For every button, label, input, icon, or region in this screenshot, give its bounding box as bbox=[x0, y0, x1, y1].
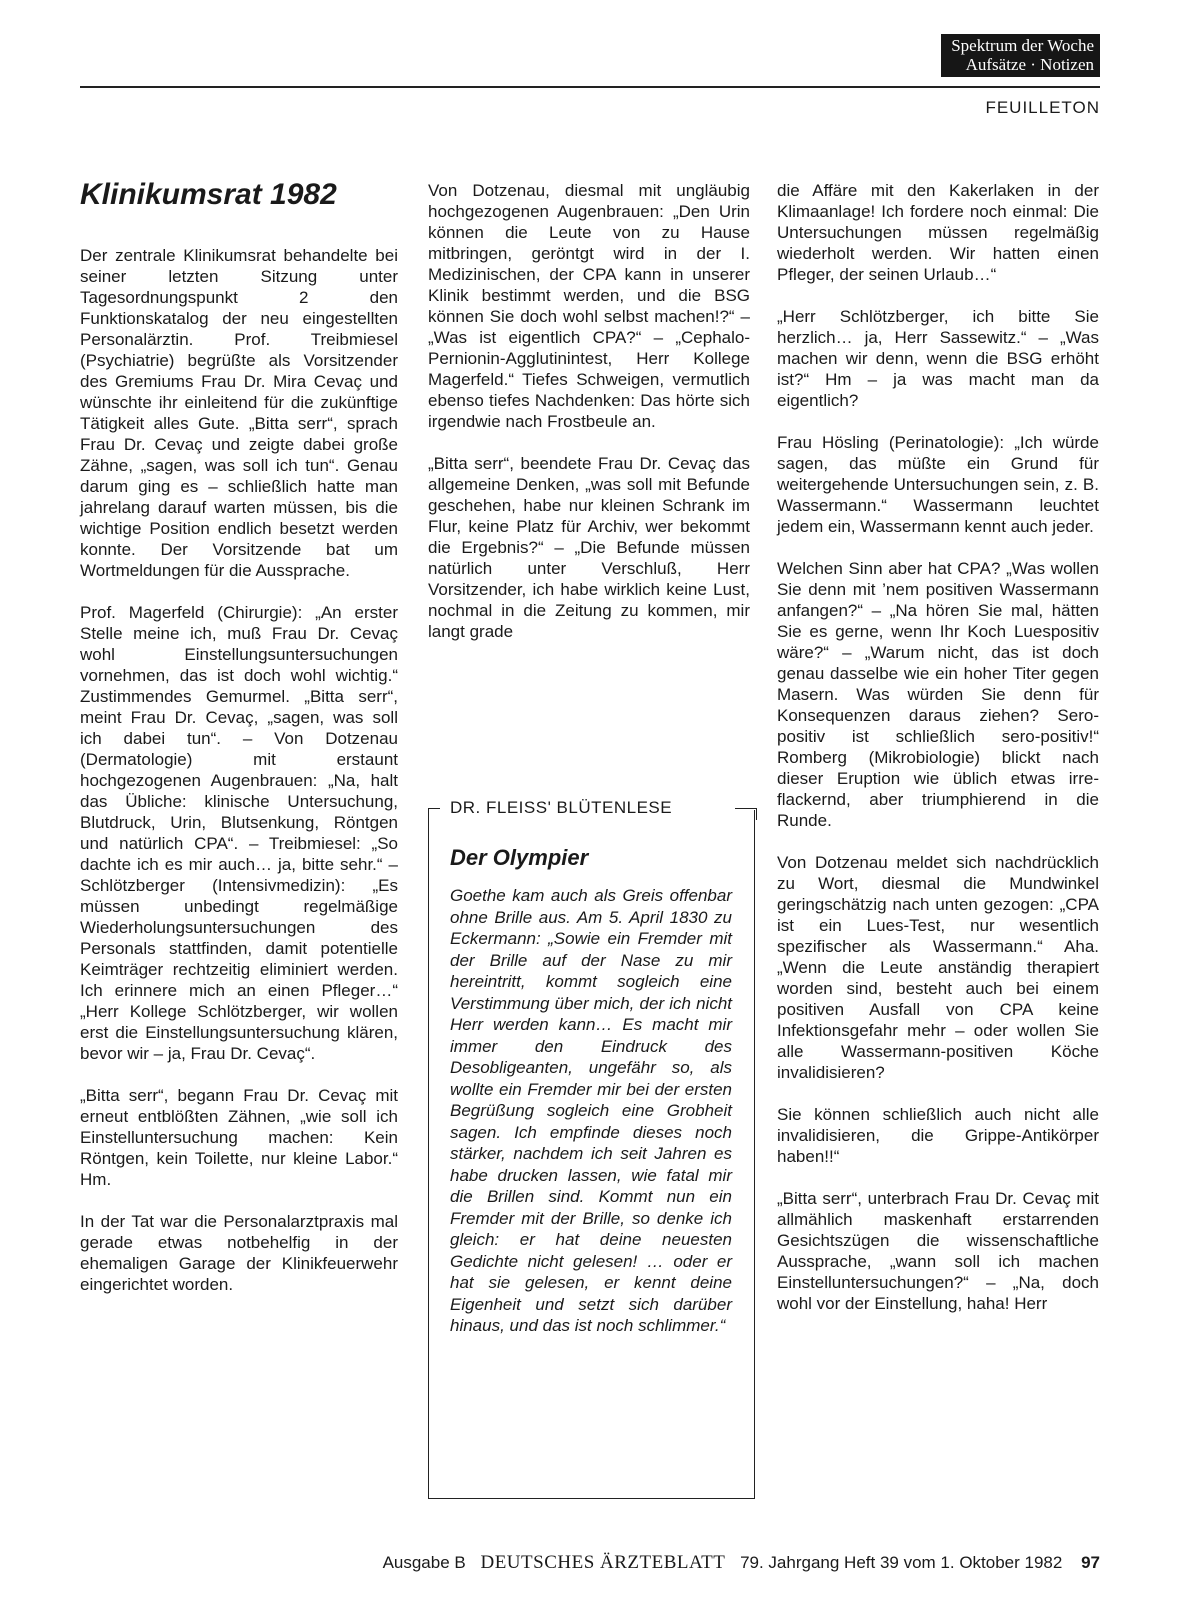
paragraph: Frau Hösling (Perinatologie): „Ich würde sagen, das müßte ein Grund für weitergehende Untersuchungen sein, z. B. Wassermann.“ Wassermann leuchtet jedem ein, Wassermann kennt auch jeder. bbox=[777, 433, 1099, 536]
paragraph: „Bitta serr“, unterbrach Frau Dr. Cevaç mit allmählich maskenhaft erstarrenden Gesichtszügen die wissenschaftliche Aussprache, „wann soll ich machen Einstelluntersuchungen?“ – „Na, doch wohl vor der Einstellung, haha! Herr bbox=[777, 1189, 1099, 1313]
footer-edition: Ausgabe B bbox=[382, 1553, 466, 1572]
section-badge bbox=[941, 34, 1100, 77]
sidebar-box-title: Der Olympier bbox=[450, 845, 589, 870]
footer-magazine: DEUTSCHES ÄRZTEBLATT bbox=[480, 1552, 726, 1573]
paragraph: Von Dotzenau, diesmal mit ungläubig hochgezogenen Augenbrauen: „Den Urin können die Leute von zu Hause mitbringen, geröntgt wird in der I. Medizinischen, der CPA kann in unserer Klinik bestimmt werden, und die BSG können Sie doch wohl selbst machen!?“ – „Was ist eigentlich CPA?“ – „Cephalo-Pernionin-Agglutinintest, Herr Kollege Magerfeld.“ Tiefes Schweigen, vermutlich ebenso tiefes Nachdenken: Das hörte sich irgendwie nach Frostbeule an. bbox=[428, 181, 750, 431]
badge-line-2: Aufsätze · Notizen bbox=[965, 55, 1094, 74]
paragraph: Prof. Magerfeld (Chirurgie): „An erster Stelle meine ich, muß Frau Dr. Cevaç wohl Einstellungsuntersuchungen vornehmen, das ist doch wohl wichtig.“ Zustimmendes Gemurmel. „Bitta serr“, meint Frau Dr. Cevaç, „sagen, was soll ich dabei tun“. – Von Dotzenau (Dermatologie) mit erstaunt hochgezogenen Augenbrauen: „Na, halt das Übliche: klinische Untersuchung, Blutdruck, Urin, Blutsenkung, Röntgen und natürlich CPA“. – Treibmiesel: „So dachte ich es mir auch… ja, bitte sehr.“ – Schlötzberger (Intensivmedizin): „Es müssen unbedingt regelmäßige Wiederholungsuntersuchungen des Personals stattfinden, damit potentielle Keimträger rechtzeitig eliminiert werden. Ich erinnere mich an einen Pfleger…“ „Herr Kollege Schlötzberger, wir wollen erst die Einstellungsuntersuchung klären, bevor wir – ja, Frau Dr. Cevaç“. bbox=[80, 603, 398, 1063]
sidebar-box-kicker: DR. FLEISS' BLÜTENLESE bbox=[446, 798, 676, 818]
section-label: FEUILLETON bbox=[985, 98, 1100, 117]
paragraph: die Affäre mit den Kakerlaken in der Klimaanlage! Ich fordere noch einmal: Die Untersuchungen müssen regelmäßig wiederholt werden. Wir hatten einen Pfleger, der seinen Urlaub…“ bbox=[777, 181, 1099, 284]
page-footer bbox=[383, 1552, 1100, 1574]
paragraph: Von Dotzenau meldet sich nachdrücklich zu Wort, diesmal die Mundwinkel geringschätzig nach unten gezogen: „CPA ist ein Lues-Test, nur wesentlich spezifischer als Wassermann.“ Aha. „Wenn die Leute anständig therapiert worden sind, besteht auch bei einem positiven Ausfall von CPA keine Infektionsgefahr mehr – oder wollen Sie alle Wassermann-positiven Köche invalidisieren? bbox=[777, 853, 1099, 1082]
paragraph: „Bitta serr“, beendete Frau Dr. Cevaç das allgemeine Denken, „was soll mit Befunde geschehen, habe nur kleinen Schrank im Flur, keine Platz für Archiv, wer bekommt die Ergebnis?“ – „Die Befunde müssen natürlich unter Verschluß, Herr Vorsitzender, ich habe wirklich keine Lust, nochmal in die Zeitung zu kommen, mir langt grade bbox=[428, 454, 750, 641]
paragraph: „Bitta serr“, begann Frau Dr. Cevaç mit erneut entblößten Zähnen, „wie soll ich Einstelluntersuchung machen: Kein Röntgen, kein Toilette, nur kleine Labor.“ Hm. bbox=[80, 1086, 398, 1189]
article-column-3 bbox=[777, 180, 1099, 1335]
article-column-2 bbox=[428, 180, 750, 663]
header-rule bbox=[80, 86, 1100, 88]
badge-line-1: Spektrum der Woche bbox=[951, 36, 1094, 55]
footer-issue: 79. Jahrgang Heft 39 vom 1. Oktober 1982 bbox=[740, 1553, 1063, 1572]
paragraph: Welchen Sinn aber hat CPA? „Was wollen Sie denn mit ’nem positiven Wassermann anfangen?“ – „Na hören Sie mal, hätten Sie es gerne, wenn Ihr Koch Luespositiv wäre?“ – „Warum nicht, das ist doch genau dasselbe wie ein hoher Titer gegen Masern. Was würden Sie denn für Konsequenzen daraus ziehen? Sero-positiv ist schließlich sero-positiv!“ Romberg (Mikrobiologie) blickt nach dieser Eruption wie üblich etwas irre-flackernd, aber triumphierend in die Runde. bbox=[777, 559, 1099, 830]
paragraph: „Herr Schlötzberger, ich bitte Sie herzlich… ja, Herr Sassewitz.“ – „Was machen wir denn, wenn die BSG erhöht ist?“ Hm – ja was macht man da eigentlich? bbox=[777, 307, 1099, 410]
article-column-1 bbox=[80, 245, 398, 1316]
article-title: Klinikumsrat 1982 bbox=[80, 178, 337, 211]
sidebar-box-text: Goethe kam auch als Greis offenbar ohne Brille aus. Am 5. April 1830 zu Eckermann: „Sowie ein Fremder mit der Brille auf der Nase zu mir hereintritt, kommt sogleich eine Verstimmung über mich, der ich nicht Herr werden kann… Es macht mir immer den Eindruck des Desobligeanten, ungefähr so, als wollte ein Fremder mir bei der ersten Begrüßung sogleich eine Grobheit sagen. Ich empfinde dieses noch stärker, nachdem ich seit Jahren es habe drucken lassen, wie fatal mir die Brillen sind. Kommt nun ein Fremder mit der Brille, so denke ich gleich: er hat deine neuesten Gedichte nicht gelesen! … oder er hat sie gelesen, er kennt deine Eigenheit und setzt sich darüber hinaus, und das ist noch schlimmer.“ bbox=[450, 886, 732, 1335]
paragraph: In der Tat war die Personalarztpraxis mal gerade etwas notbehelfig in der ehemaligen Garage der Klinikfeuerwehr eingerichtet worden. bbox=[80, 1212, 398, 1294]
paragraph: Der zentrale Klinikumsrat behandelte bei seiner letzten Sitzung unter Tagesordnungspunkt 2 den Funktionskatalog der neu eingestellten Personalärztin. Prof. Treibmiesel (Psychiatrie) begrüßte als Vorsitzender des Gremiums Frau Dr. Mira Cevaç und wünschte ihr einleitend für die zukünftige Tätigkeit alles Gute. „Bitta serr“, sprach Frau Dr. Cevaç und zeigte dabei große Zähne, „sagen, was soll ich tun“. Genau darum ging es – schließlich hatte man jahrelang darauf warten müssen, bis die wichtige Position endlich besetzt werden konnte. Der Vorsitzende bat um Wortmeldungen für die Aussprache. bbox=[80, 246, 398, 580]
paragraph: Sie können schließlich auch nicht alle invalidisieren, die Grippe-Antikörper haben!!“ bbox=[777, 1105, 1099, 1166]
page-number: 97 bbox=[1081, 1553, 1100, 1572]
